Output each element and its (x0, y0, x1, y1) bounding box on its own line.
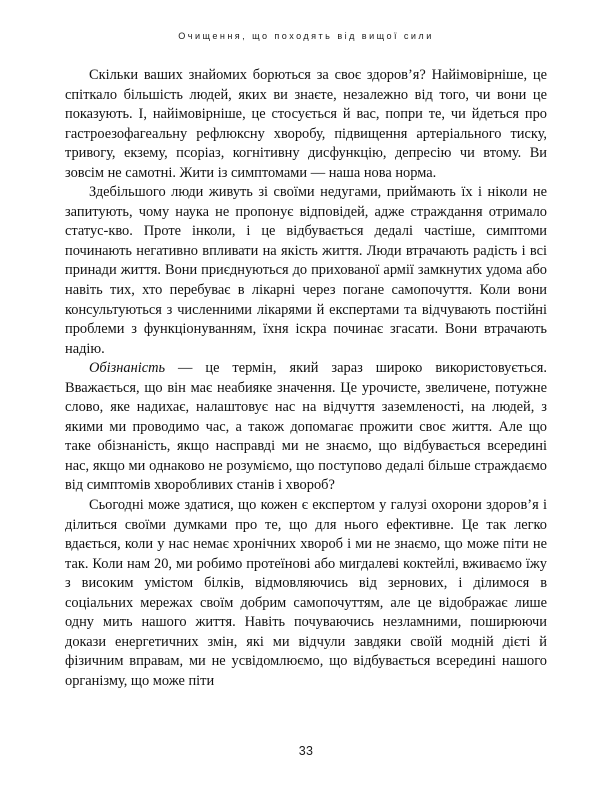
paragraph-2: Здебільшого люди живуть зі своїми недугами, приймають їх і ніколи не запитують, чому наука не пропонує відповідей, адже страждання отримало статус-кво. Проте інколи, і це відбувається дедалі частіше, симптоми починають негативно впливати на якість життя. Люди втрачають радість і всі принади життя. Вони приєднуються до прихованої армії замкнутих удома або навіть тих, хто перебуває в лікарні через погане самопочуття. Коли вони консультуються з численними лікарями й експертами та відчувають постійні проблеми з функціонуванням, їхня іскра починає згасати. Вони втрачають надію. (65, 184, 547, 357)
paragraph-3 (65, 359, 547, 496)
paragraph-3-rest: — це термін, який зараз широко використовується. Вважається, що він має неабияке значення. Це урочисте, звеличене, потужне слово, яке надихає, налаштовує нас на відчуття заземленості, на людей, з якими ми проводимо час, а також допомагає прожити своє життя. Але що таке обізнаність, якщо насправді ми не знаємо, що відбувається всередині нас, якщо ми однаково не розуміємо, що поступово дедалі більше страждаємо від симптомів хворобливих станів і хвороб? (65, 360, 547, 494)
paragraph-4: Сьогодні може здатися, що кожен є експертом у галузі охорони здоров’я і ділиться своїми думками про те, що для нього ефективне. Це так легко вдається, коли у нас немає хронічних хвороб і ми не знаємо, що може піти не так. Коли нам 20, ми робимо протеїнові або мигдалеві коктейлі, вживаємо їжу з високим умістом білків, відмовляючись від зернових, і ділимося в соціальних мережах своїм добрим самопочуттям, але це відображає лише одну мить нашого життя. Навіть почуваючись незламними, поширюючи докази енергетичних змін, які ми відчули завдяки своїй модній дієті й фізичним вправам, ми не усвідомлюємо, що відбувається всередині нашого організму, що може піти (65, 497, 547, 689)
running-header: Очищення, що походять від вищої сили (178, 31, 434, 41)
italic-term-obiznanist: Обізнаність (89, 360, 166, 377)
paragraph-1: Скільки ваших знайомих борються за своє здоров’я? Найімовірніше, це спіткало більшість людей, яких ви знаєте, незалежно від того, чи вони це показують. І, найімовірніше, це стосується й вас, попри те, чи йдеться про гастроезофагеальну рефлюксну хворобу, підвищення артеріального тиску, тривогу, екзему, псоріаз, когнітивну дисфункцію, депресію чи втому. Ви зовсім не самотні. Жити із симптомами — наша нова норма. (65, 67, 547, 181)
page-number: 33 (298, 744, 314, 758)
body-text-block (65, 66, 547, 692)
